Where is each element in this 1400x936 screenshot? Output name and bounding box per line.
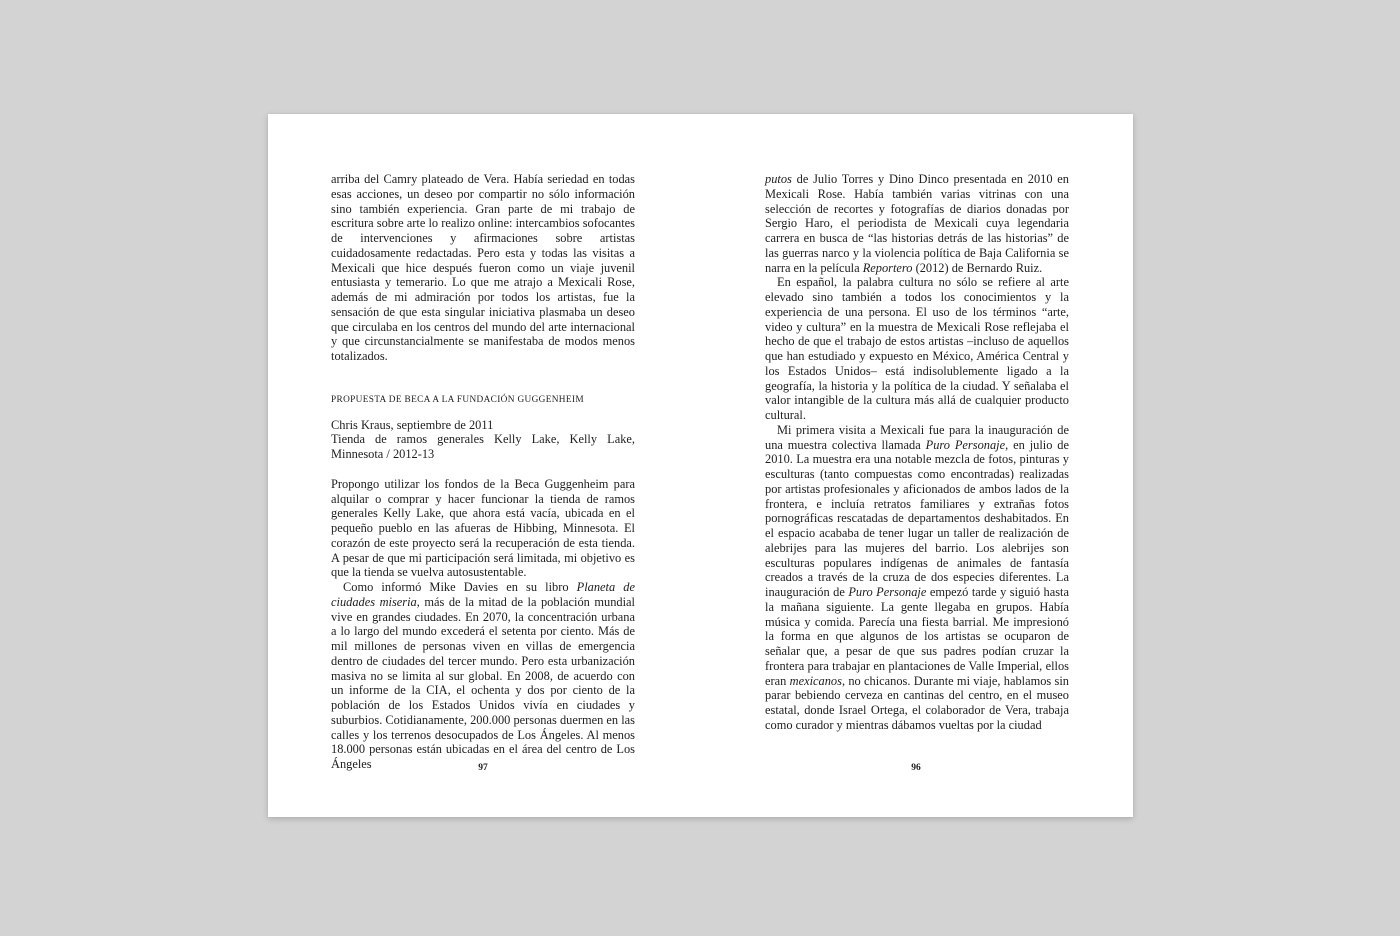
text-run: Mi primera visita a Mexicali fue para la inauguración de una muestra colectiva llamada <box>765 422 1069 452</box>
right-page <box>765 172 1069 733</box>
spacer <box>331 462 635 477</box>
right-paragraph-3 <box>765 423 1069 733</box>
text-run: , más de la mitad de la población mundial vive en grandes ciudades. En 2070, la concentración urbana a lo largo del mundo excederá el setenta por ciento. Más de mil millones de personas viven en villas de emergencia dentro de ciudades del tercer mundo. Pero esta urbanización masiva no se limita al sur global. En 2008, de acuerdo con un informe de la CIA, el ochenta y dos por ciento de la población de los Estados Unidos vivía en ciudades y suburbios. Cotidianamente, 200.000 personas duermen en las calles y los terrenos desocupados de Los Ángeles. Al menos 18.000 personas están ubicadas en el área del centro de Los Ángeles <box>331 594 635 771</box>
text-run: de Julio Torres y Dino Dinco presentada en 2010 en Mexicali Rose. Había también varias vitrinas con una selección de recortes y fotografías de diarios donadas por Sergio Haro, el periodista de Mexicali cuya legendaria carrera en busca de “las historias detrás de las historias” de las guerras narco y la violencia política de Baja California se narra en la película <box>765 172 1069 275</box>
text-run: Como informó Mike Davies en su libro <box>343 580 577 594</box>
left-page <box>331 172 635 772</box>
text-run: empezó tarde y siguió hasta la mañana siguiente. La gente llegaba en grupos. Había música y comida. Parecía una fiesta barrial. Me impresionó la forma en que algunos de los artistas se ocuparon de señalar que, a pesar de que sus padres podían cruzar la frontera para trabajar en plantaciones de Valle Imperial, ellos eran <box>765 585 1069 688</box>
book-title: Planeta de ciudades miseria <box>331 580 635 609</box>
right-paragraph-2: En español, la palabra cultura no sólo se refiere al arte elevado sino también a todos los conocimientos y la experiencia de una persona. El uso de los términos “arte, video y cultura” en la muestra de Mexicali Rose reflejaba el hecho de que el trabajo de estos artistas –incluso de aquellos que han estudiado y expuesto en México, América Central y los Estados Unidos– está indisolublemente ligado a la geografía, la historia y la política de la ciudad. Y señalaba el valor intangible de la cultura más allá de cualquier producto cultural. <box>765 275 1069 422</box>
section-heading: PROPUESTA DE BECA A LA FUNDACIÓN GUGGENHEIM <box>331 394 584 405</box>
text-run: , en julio de 2010. La muestra era una notable mezcla de fotos, pinturas y esculturas (tanto compuestas como encontradas) realizadas por artistas profesionales y aficionados de ambos lados de la frontera, e incluía retratos familiares y extrañas fotos pornográficas rescatadas de departamentos deshabitados. En el espacio acababa de tener lugar un taller de realización de alebrijes para las mujeres del barrio. Los alebrijes son esculturas populares indígenas de animales de fantasía creados a través de la cruza de dos especies diferentes. La inauguración de <box>765 437 1070 599</box>
exhibition-title: Puro Personaje <box>848 585 927 599</box>
right-paragraph-1 <box>765 172 1069 275</box>
left-paragraph-3 <box>331 580 635 772</box>
author-date-line: Chris Kraus, septiembre de 2011 <box>331 417 494 432</box>
text-run: , no chicanos. Durante mi viaje, hablamos sin parar bebiendo cerveza en cantinas del centro, en el museo estatal, donde Israel Ortega, el colaborador de Vera, trabaja como curador y mientras dábamos vueltas por la ciudad <box>765 673 1070 732</box>
text-run: (2012) de Bernardo Ruiz. <box>912 260 1043 275</box>
film-title: putos <box>765 172 792 186</box>
emphasis-word: mexicanos <box>789 673 842 688</box>
spacer <box>331 364 635 393</box>
spacer <box>331 408 635 418</box>
project-location-line: Tienda de ramos generales Kelly Lake, Kelly Lake, Minnesota / 2012-13 <box>331 432 635 461</box>
left-paragraph-1: arriba del Camry plateado de Vera. Había seriedad en todas esas acciones, un deseo por compartir no sólo información sino también experiencia. Gran parte de mi trabajo de escritura sobre arte lo realizo online: intercambios sofocantes de intervenciones y afirmaciones sobre artistas cuidadosamente redactadas. Pero esta y todas las visitas a Mexicali que hice después fueron como un viaje juvenil entusiasta y temerario. Lo que me atrajo a Mexicali Rose, además de mi admiración por todos los artistas, fue la sensación de que esta singular iniciativa plasmaba un deseo que circulaba en los centros del mundo del arte internacional y que circunstancialmente se manifestaba de modos menos totalizados. <box>331 172 635 363</box>
left-paragraph-2: Propongo utilizar los fondos de la Beca Guggenheim para alquilar o comprar y hacer funcionar la tienda de ramos generales Kelly Lake, que ahora está vacía, ubicada en el pequeño pueblo en las afueras de Hibbing, Minnesota. El corazón de este proyecto será la recuperación de esta tienda. A pesar de que mi participación será limitada, mi objetivo es que la tienda se vuelva autosustentable. <box>331 476 635 580</box>
right-page-number: 96 <box>911 763 921 773</box>
film-title: Reportero <box>862 260 913 275</box>
book-spread <box>268 114 1133 817</box>
left-page-number: 97 <box>478 763 488 773</box>
exhibition-title: Puro Personaje <box>925 437 1006 452</box>
